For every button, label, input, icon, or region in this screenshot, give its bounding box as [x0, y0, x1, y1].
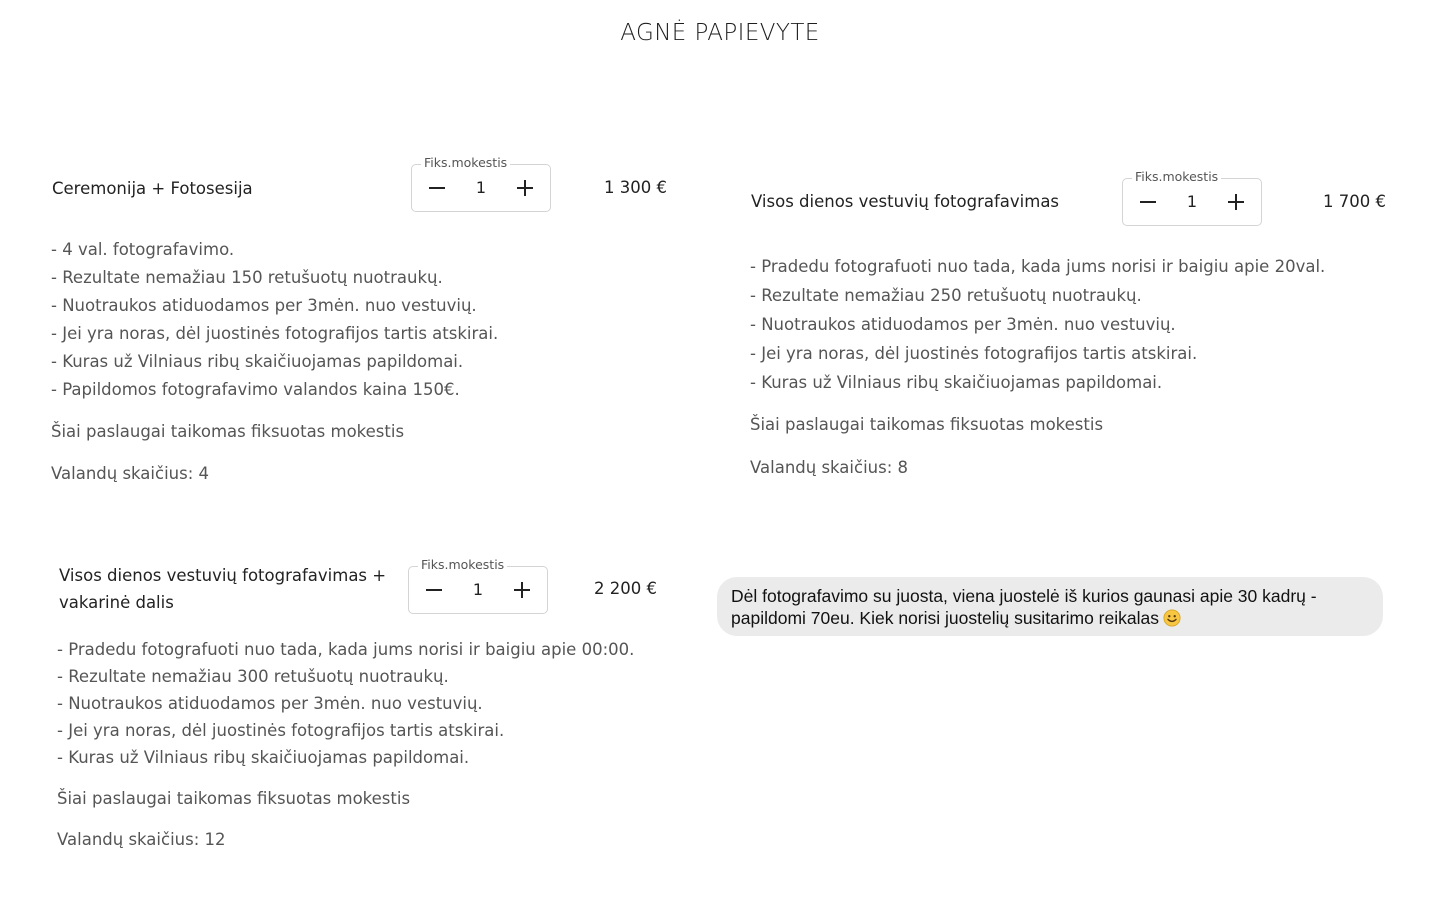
feature-item: - Jei yra noras, dėl juostinės fotografijos tartis atskirai.	[750, 344, 1198, 363]
feature-list	[750, 252, 1325, 397]
increment-button[interactable]	[510, 173, 540, 203]
minus-icon	[424, 580, 444, 600]
feature-list	[57, 636, 634, 771]
stepper-box	[411, 164, 551, 212]
smiling-face-icon	[1163, 609, 1181, 632]
feature-item: - 4 val. fotografavimo.	[51, 240, 235, 259]
quantity-stepper	[408, 557, 548, 614]
quantity-stepper	[411, 155, 551, 212]
feature-item: - Kuras už Vilniaus ribų skaičiuojamas papildomai.	[57, 748, 470, 767]
decrement-button[interactable]	[422, 173, 452, 203]
feature-item: - Pradedu fotografuoti nuo tada, kada jums norisi ir baigiu apie 00:00.	[57, 640, 635, 659]
increment-button[interactable]	[507, 575, 537, 605]
decrement-button[interactable]	[419, 575, 449, 605]
hours-count: Valandų skaičius: 8	[750, 458, 909, 477]
plus-icon	[1226, 192, 1246, 212]
package-name: Visos dienos vestuvių fotografavimas	[751, 192, 1060, 211]
stepper-label: Fiks.mokestis	[421, 156, 510, 170]
quantity-value[interactable]: 1	[1186, 192, 1198, 211]
feature-item: - Kuras už Vilniaus ribų skaičiuojamas papildomai.	[750, 373, 1163, 392]
package-name: Visos dienos vestuvių fotografavimas + vakarinė dalis	[59, 566, 387, 612]
quantity-value[interactable]: 1	[475, 178, 487, 197]
feature-item: - Nuotraukos atiduodamos per 3mėn. nuo vestuvių.	[57, 694, 483, 713]
plus-icon	[512, 580, 532, 600]
increment-button[interactable]	[1221, 187, 1251, 217]
feature-item: - Pradedu fotografuoti nuo tada, kada jums norisi ir baigiu apie 20val.	[750, 257, 1326, 276]
stepper-label: Fiks.mokestis	[418, 558, 507, 572]
stepper-box	[1122, 178, 1262, 226]
minus-icon	[1138, 192, 1158, 212]
feature-list	[51, 236, 498, 404]
quantity-stepper	[1122, 169, 1262, 226]
site-title: AGNĖ PAPIEVYTE	[620, 20, 820, 46]
feature-item: - Nuotraukos atiduodamos per 3mėn. nuo vestuvių.	[51, 296, 477, 315]
chat-message: Dėl fotografavimo su juosta, viena juostelė iš kurios gaunasi apie 30 kadrų - papildomi 70eu. Kiek norisi juostelių susitarimo reikalas	[731, 586, 1317, 628]
feature-item: - Rezultate nemažiau 300 retušuotų nuotraukų.	[57, 667, 449, 686]
fee-note: Šiai paslaugai taikomas fiksuotas mokestis	[51, 422, 405, 441]
fee-note: Šiai paslaugai taikomas fiksuotas mokestis	[57, 789, 411, 808]
package-price: 2 200 €	[594, 579, 657, 598]
plus-icon	[515, 178, 535, 198]
feature-item: - Kuras už Vilniaus ribų skaičiuojamas papildomai.	[51, 352, 464, 371]
chat-bubble	[717, 577, 1383, 636]
feature-item: - Jei yra noras, dėl juostinės fotografijos tartis atskirai.	[51, 324, 499, 343]
feature-item: - Rezultate nemažiau 250 retušuotų nuotraukų.	[750, 286, 1142, 305]
decrement-button[interactable]	[1133, 187, 1163, 217]
feature-item: - Rezultate nemažiau 150 retušuotų nuotraukų.	[51, 268, 443, 287]
feature-item: - Jei yra noras, dėl juostinės fotografijos tartis atskirai.	[57, 721, 505, 740]
package-price: 1 300 €	[604, 178, 667, 197]
hours-count: Valandų skaičius: 12	[57, 830, 226, 849]
hours-count: Valandų skaičius: 4	[51, 464, 210, 483]
fee-note: Šiai paslaugai taikomas fiksuotas mokestis	[750, 415, 1104, 434]
feature-item: - Papildomos fotografavimo valandos kaina 150€.	[51, 380, 460, 399]
quantity-value[interactable]: 1	[472, 580, 484, 599]
stepper-label: Fiks.mokestis	[1132, 170, 1221, 184]
stepper-box	[408, 566, 548, 614]
feature-item: - Nuotraukos atiduodamos per 3mėn. nuo vestuvių.	[750, 315, 1176, 334]
minus-icon	[427, 178, 447, 198]
package-price: 1 700 €	[1323, 192, 1386, 211]
package-name: Ceremonija + Fotosesija	[52, 179, 253, 198]
